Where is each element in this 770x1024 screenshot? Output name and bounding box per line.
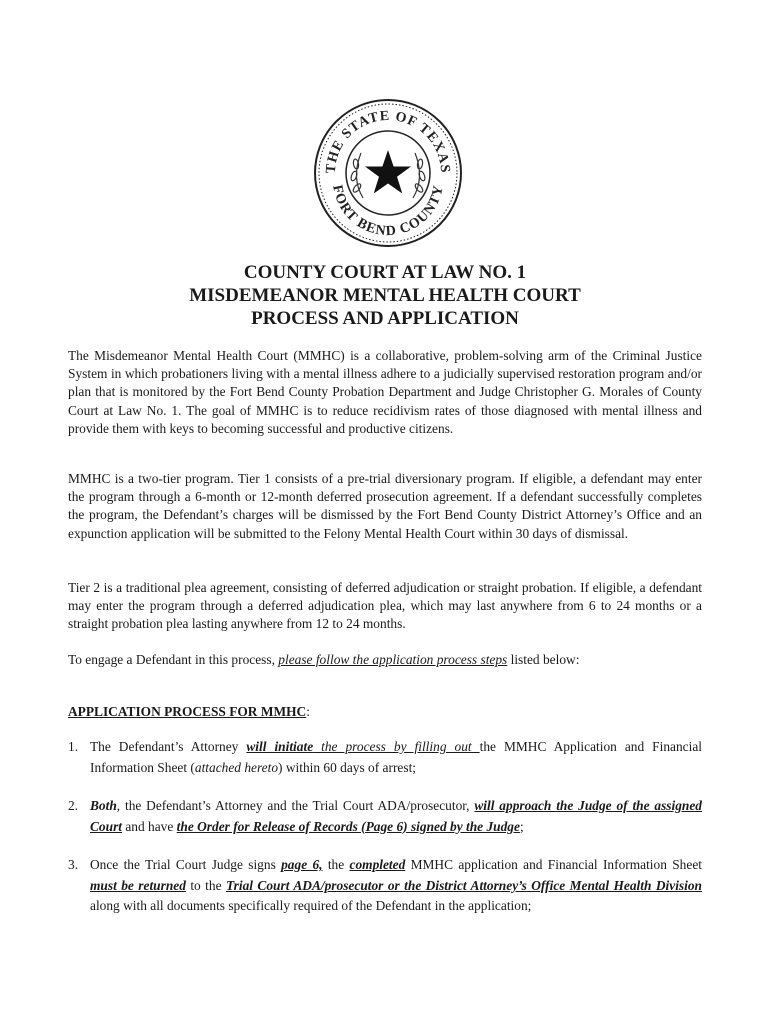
- tier-2-paragraph: Tier 2 is a traditional plea agreement, consisting of deferred adjudication or straight probation. If eligible, a defendant may enter the program through a deferred adjudication plea, which may last anywhere from 6 to 24 months or a straight probation plea lasting anywhere from 12 to 24 months.: [68, 580, 702, 632]
- title-line-3: PROCESS AND APPLICATION: [251, 308, 519, 329]
- intro-paragraph: The Misdemeanor Mental Health Court (MMHC) is a collaborative, problem-solving arm of the Criminal Justice System in which probationers living with a mental illness adhere to a judicially supervised restoration program and/or plan that is monitored by the Fort Bend County Probation Department and Judge Christopher G. Morales of County Court at Law No. 1. The goal of MMHC is to reduce recidivism rates of those diagnosed with mental illness and provide them with keys to becoming successful and productive citizens.: [68, 348, 702, 436]
- step-text: Once the Trial Court Judge signs: [90, 857, 282, 872]
- step-2: [68, 796, 702, 837]
- county-seal: [313, 98, 463, 248]
- tier-1-paragraph: MMHC is a two-tier program. Tier 1 consists of a pre-trial diversionary program. If eligible, a defendant may enter the program through a 6-month or 12-month deferred prosecution agreement. If a defendant successfully completes the program, the Defendant’s charges will be dismissed by the Fort Bend County District Attorney’s Office and an expunction application will be submitted to the Felony Mental Health Court within 30 days of dismissal.: [68, 471, 702, 541]
- step-number: 3.: [68, 857, 79, 872]
- star-icon: [365, 150, 411, 194]
- heading-text: APPLICATION PROCESS FOR MMHC: [68, 704, 307, 719]
- step-1: [68, 737, 702, 778]
- step-emphasis: must be returned: [90, 877, 186, 893]
- seal-bottom-text: FORT BEND COUNTY: [329, 183, 447, 240]
- step-number: 2.: [68, 798, 79, 813]
- step-text: ) within 60 days of arrest;: [278, 759, 417, 775]
- step-emphasis: page 6,: [281, 857, 323, 872]
- step-text: MMHC application and Financial Information Sheet: [405, 857, 702, 872]
- step-emphasis: the process by filling out: [313, 739, 480, 754]
- step-text: , the Defendant’s Attorney and the Trial Court ADA/prosecutor,: [116, 798, 475, 813]
- step-emphasis: will approach the Judge of the assigned Court: [90, 798, 703, 834]
- step-text: the: [322, 857, 350, 872]
- step-text: along with all documents specifically required of the Defendant in the application;: [90, 898, 532, 913]
- step-text: to the: [185, 877, 226, 893]
- step-3: [68, 855, 702, 917]
- title-line-2: MISDEMEANOR MENTAL HEALTH COURT: [189, 285, 581, 306]
- step-emphasis: completed: [349, 857, 406, 872]
- engage-text-post: listed below:: [507, 652, 580, 667]
- step-emphasis: Trial Court ADA/prosecutor or the District Attorney’s Office Mental Health Division: [225, 877, 702, 893]
- step-number: 1.: [68, 739, 79, 754]
- heading-colon: :: [306, 704, 310, 719]
- step-emphasis: Both: [90, 798, 117, 813]
- step-text: and have: [122, 818, 177, 834]
- application-process-heading: [68, 704, 310, 720]
- document-title: [0, 261, 770, 330]
- step-text: The Defendant’s Attorney: [90, 739, 247, 754]
- engage-link-text: please follow the application process steps: [278, 652, 508, 667]
- step-emphasis: the Order for Release of Records (Page 6) signed by the Judge: [176, 818, 520, 834]
- title-line-1: COUNTY COURT AT LAW NO. 1: [243, 262, 527, 283]
- engage-paragraph: [68, 651, 702, 669]
- svg-text:FORT BEND COUNTY: [329, 184, 447, 240]
- step-emphasis: attached hereto: [194, 759, 279, 775]
- engage-text-pre: To engage a Defendant in this process,: [68, 652, 279, 667]
- step-text: the MMHC Application and Financial Information Sheet (: [90, 739, 702, 775]
- seal-top-text: THE STATE OF TEXAS: [323, 108, 453, 174]
- step-emphasis: will initiate: [246, 739, 314, 754]
- step-text: ;: [519, 818, 524, 834]
